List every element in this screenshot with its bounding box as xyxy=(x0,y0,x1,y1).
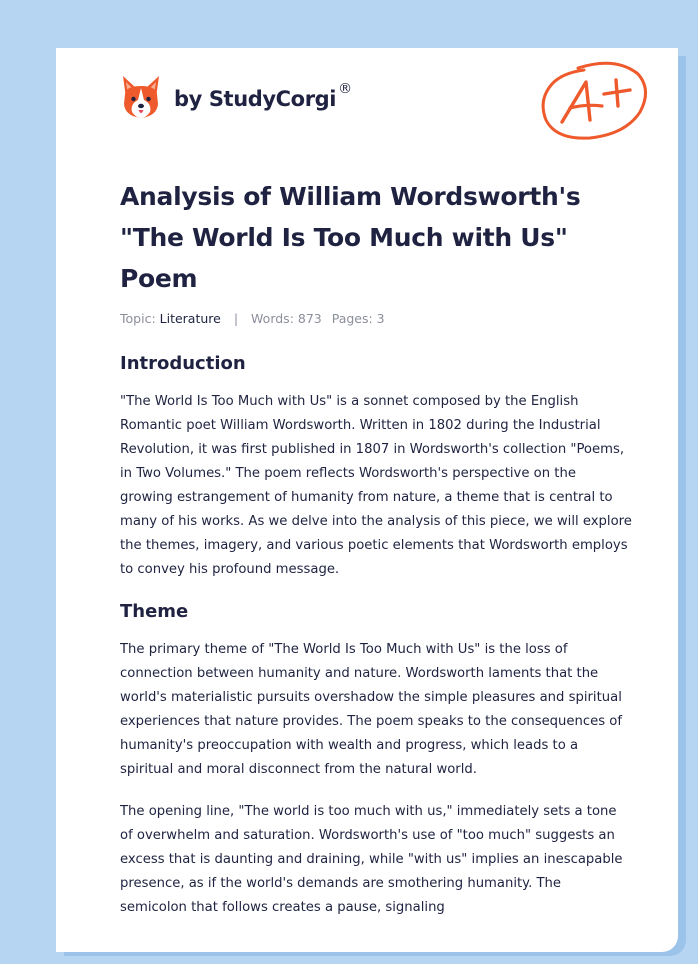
document-page xyxy=(56,48,678,952)
topic-value[interactable]: Literature xyxy=(159,311,221,326)
corgi-icon xyxy=(120,74,162,120)
document-body xyxy=(120,350,632,920)
section-heading-theme: Theme xyxy=(120,601,189,622)
document-meta xyxy=(120,311,385,326)
topic-label: Topic: xyxy=(120,311,156,326)
meta-separator: | xyxy=(233,311,239,326)
header xyxy=(120,74,650,144)
a-plus-grade-icon xyxy=(538,60,650,144)
registered-mark: ® xyxy=(338,81,352,97)
logo-text xyxy=(174,81,352,111)
page-count: Pages: 3 xyxy=(331,311,385,326)
word-count: Words: 873 xyxy=(251,311,322,326)
logo-wordmark: by StudyCorgi xyxy=(174,87,337,111)
page-title: Analysis of William Wordsworth's "The World Is Too Much with Us" Poem xyxy=(120,182,581,293)
paragraph: "The World Is Too Much with Us" is a sonnet composed by the English Romantic poet William Wordsworth. Written in 1802 during the Industrial Revolution, it was first published in 1807 in Wordsworth's collection "Poems, in Two Volumes." The poem reflects Wordsworth's perspective on the growing estrangement of humanity from nature, a theme that is central to many of his works. As we delve into the analysis of this piece, we will explore the themes, imagery, and various poetic elements that Wordsworth employs to convey his profound message. xyxy=(120,394,632,577)
section-heading-introduction: Introduction xyxy=(120,353,246,374)
paragraph: The opening line, "The world is too much with us," immediately sets a tone of overwhelm and saturation. Wordsworth's use of "too much" suggests an excess that is daunting and draining, while "with us" implies an inescapable presence, as if the world's demands are smothering humanity. The semicolon that follows creates a pause, signaling xyxy=(120,804,623,915)
studycorgi-logo[interactable] xyxy=(120,74,352,120)
paragraph: The primary theme of "The World Is Too Much with Us" is the loss of connection between humanity and nature. Wordsworth laments that the world's materialistic pursuits overshadow the simple pleasures and spiritual experiences that nature provides. The poem speaks to the consequences of humanity's preoccupation with wealth and progress, which leads to a spiritual and moral disconnect from the natural world. xyxy=(120,642,623,777)
